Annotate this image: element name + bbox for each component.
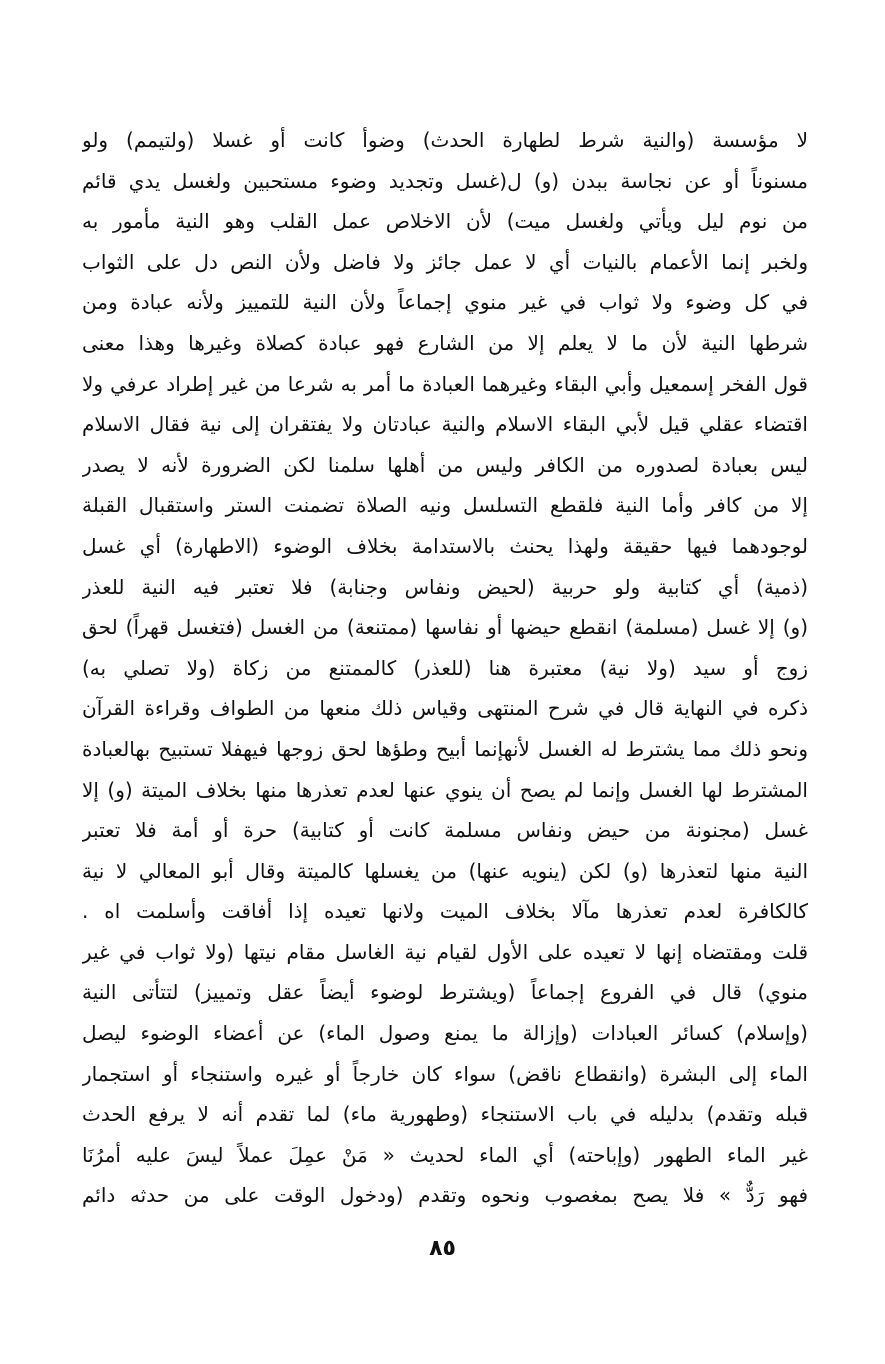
text-line: زوج أو سيد (ولا نية) معتبرة هنا (للعذر) كالممتنع من زكاة (ولا تصلي به) bbox=[82, 655, 808, 680]
text-line: ونحو ذلك مما يشترط له الغسل لأنهإنما أبيح وطؤها لحق زوجها فيهفلا تستبيح بهالعبادة bbox=[82, 736, 808, 761]
text-line: غير الماء الطهور (وإباحته) أي الماء لحديث « مَنْ عمِلَ عملاً ليسَ عليه أمرُنَا bbox=[82, 1142, 808, 1167]
text-line: ذكره في النهاية قال في شرح المنتهى وقياس ذلك منعها من الطواف وقراءة القرآن bbox=[82, 696, 808, 721]
text-line: من نوم ليل ويأتي ولغسل ميت) لأن الاخلاص عمل القلب وهو النية مأمور به bbox=[82, 209, 808, 234]
text-line: قبله وتقدم) بدليله في باب الاستنجاء (وطهورية ماء) لما تقدم أنه لا يرفع الحدث bbox=[82, 1102, 808, 1127]
text-line: ليس بعبادة لصدوره من الكافر وليس من أهلها سلمنا لكن الضرورة لأنه لا يصدر bbox=[82, 452, 808, 477]
body-text bbox=[82, 120, 808, 1216]
text-line: (و) إلا غسل (مسلمة) انقطع حيضها أو نفاسها (ممتنعة) من الغسل (فتغسل قهراً) لحق bbox=[82, 615, 808, 640]
text-line: في كل وضوء ولا ثواب في غير منوي إجماعاً ولأن النية للتمييز ولأنه عبادة ومن bbox=[82, 290, 808, 315]
text-line: مسنوناً أو عن نجاسة ببدن (و) ل(غسل وتجديد وضوء مستحبين ولغسل يدي قائم bbox=[82, 168, 808, 193]
text-line: لا مؤسسة (والنية شرط لطهارة الحدث) وضوأ كانت أو غسلا (ولتيمم) ولو bbox=[82, 128, 808, 152]
text-line: النية منها لتعذرها (و) لكن (ينويه عنها) من يغسلها كالميتة وقال أبو المعالي لا نية bbox=[82, 858, 808, 883]
text-line: كالكافرة لعدم تعذرها مآلا بخلاف الميت ولانها تعيده إذا أفاقت وأسلمت اه . bbox=[82, 899, 808, 924]
text-line: المشترط لها الغسل وإنما لم يصح أن ينوي عنها لعدم تعذرها منها بخلاف الميتة (و) إلا bbox=[82, 777, 808, 802]
page-number: ٨٥ bbox=[429, 1236, 456, 1261]
text-line: لوجودهما فيها حقيقة ولهذا يحنث بالاستدامة بخلاف الوضوء (الاطهارة) أي غسل bbox=[82, 533, 808, 558]
text-line: اقتضاء عقلي قيل لأبي البقاء الاسلام والنية عبادتان ولا يفتقران إلى نية فقال الاسلام bbox=[82, 412, 808, 437]
text-line: غسل (مجنونة من حيض ونفاس مسلمة كانت أو كتابية) حرة أو أمة فلا تعتبر bbox=[82, 818, 808, 843]
text-line: قول الفخر إسمعيل وأبي البقاء وغيرهما العبادة ما أمر به شرعا من غير إطراد عرفي ولا bbox=[82, 371, 808, 396]
text-line: (ذمية) أي كتابية ولو حربية (لحيض ونفاس وجنابة) فلا تعتبر فيه النية للعذر bbox=[82, 574, 808, 599]
text-line: الماء إلى البشرة (وانقطاع ناقض) سواء كان خارجاً أو غيره واستنجاء أو استجمار bbox=[82, 1061, 808, 1086]
text-line: (وإسلام) كسائر العبادات (وإزالة ما يمنع وصول الماء) عن أعضاء الوضوء ليصل bbox=[82, 1021, 808, 1046]
text-line: قلت ومقتضاه إنها لا تعيده على الأول لقيام نية الغاسل مقام نيتها (ولا ثواب في غير bbox=[82, 939, 808, 964]
text-line: فهو رَدٌّ » فلا يصح بمغصوب ونحوه وتقدم (ودخول الوقت على من حدثه دائم bbox=[82, 1183, 808, 1208]
text-line: منوي) قال في الفروع إجماعاً (ويشترط لوضوء أيضاً عقل وتمييز) لتتأتى النية bbox=[82, 980, 808, 1005]
text-line: إلا من كافر وأما النية فلقطع التسلسل ونيه الصلاة تضمنت الستر واستقبال القبلة bbox=[82, 493, 808, 518]
text-line: ولخبر إنما الأعمام بالنيات أي لا عمل جائز ولا فاضل ولأن النص دل على الثواب bbox=[82, 249, 808, 274]
text-line: شرطها النية لأن ما لا يعلم إلا من الشارع فهو عبادة كصلاة وغيرها وهذا معنى bbox=[82, 330, 808, 355]
